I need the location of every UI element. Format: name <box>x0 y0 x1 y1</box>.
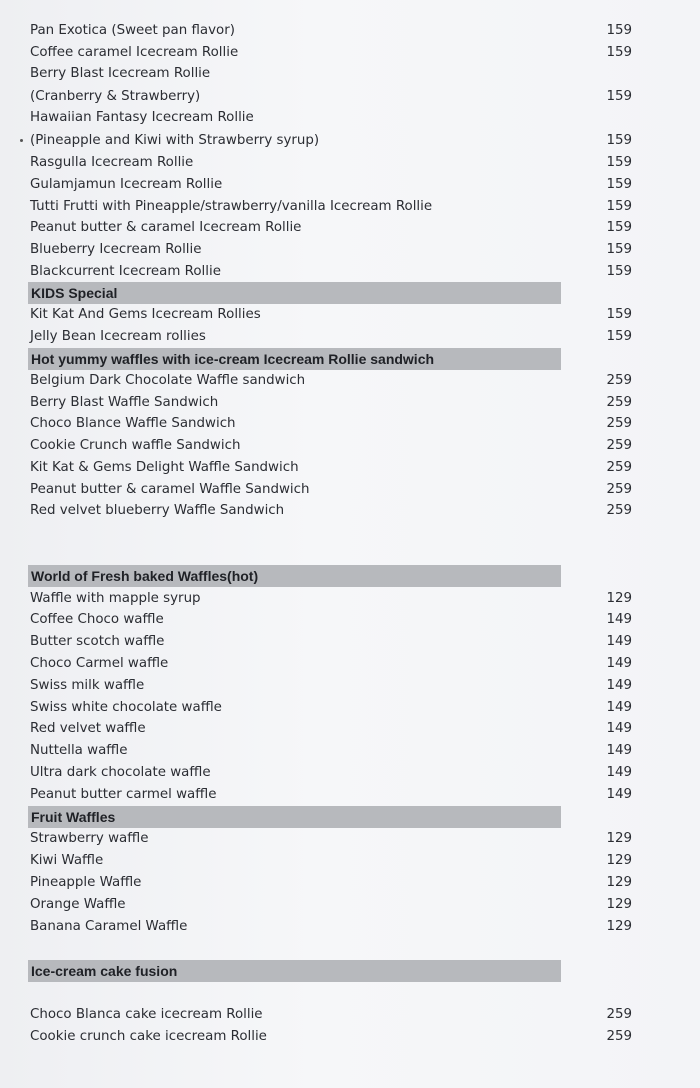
item-price: 149 <box>606 634 632 649</box>
menu-item <box>30 435 632 457</box>
menu-item <box>30 239 632 261</box>
item-price: 259 <box>606 395 632 410</box>
menu-item <box>30 872 632 894</box>
menu-item <box>30 894 632 916</box>
item-name: (Pineapple and Kiwi with Strawberry syrup) <box>30 133 320 148</box>
menu-item <box>30 261 632 283</box>
item-name: Choco Blance Waffle Sandwich <box>30 416 236 431</box>
item-name: Red velvet waffle <box>30 721 146 736</box>
menu-item <box>30 107 632 129</box>
section-header: Ice-cream cake fusion <box>28 960 561 982</box>
item-name: Pan Exotica (Sweet pan flavor) <box>30 23 235 38</box>
menu-item <box>30 130 632 152</box>
item-price: 149 <box>606 700 632 715</box>
menu-item <box>30 631 632 653</box>
section-header: Fruit Waffles <box>28 806 561 828</box>
item-name: Nuttella waffle <box>30 743 128 758</box>
item-name: Swiss white chocolate waffle <box>30 700 222 715</box>
item-price: 159 <box>606 264 632 279</box>
menu-item <box>30 588 632 610</box>
item-price: 159 <box>606 45 632 60</box>
menu-item <box>30 828 632 850</box>
item-name: Kit Kat & Gems Delight Waffle Sandwich <box>30 460 299 475</box>
item-price: 259 <box>606 503 632 518</box>
bullet-mark <box>20 139 23 142</box>
item-name: Blueberry Icecream Rollie <box>30 242 202 257</box>
item-price: 159 <box>606 220 632 235</box>
menu-item <box>30 850 632 872</box>
item-name: Red velvet blueberry Waffle Sandwich <box>30 503 285 518</box>
item-name: (Cranberry & Strawberry) <box>30 89 201 104</box>
item-name: Kit Kat And Gems Icecream Rollies <box>30 307 261 322</box>
item-price: 159 <box>606 133 632 148</box>
menu-item <box>30 370 632 392</box>
menu-item <box>30 63 632 85</box>
item-name: Cookie crunch cake icecream Rollie <box>30 1029 267 1044</box>
item-price: 129 <box>606 831 632 846</box>
item-name: Berry Blast Icecream Rollie <box>30 66 211 81</box>
item-price: 259 <box>606 373 632 388</box>
menu-item <box>30 675 632 697</box>
item-name: Hawaiian Fantasy Icecream Rollie <box>30 110 254 125</box>
item-name: Belgium Dark Chocolate Waffle sandwich <box>30 373 306 388</box>
item-price: 159 <box>606 242 632 257</box>
section-header: World of Fresh baked Waffles(hot) <box>28 565 561 587</box>
item-name: Jelly Bean Icecream rollies <box>30 329 206 344</box>
section-header: KIDS Special <box>28 282 561 304</box>
item-price: 259 <box>606 460 632 475</box>
item-price: 259 <box>606 1007 632 1022</box>
item-name: Butter scotch waffle <box>30 634 165 649</box>
item-price: 159 <box>606 155 632 170</box>
item-price: 129 <box>606 875 632 890</box>
menu-item <box>30 413 632 435</box>
item-price: 259 <box>606 1029 632 1044</box>
item-name: Choco Blanca cake icecream Rollie <box>30 1007 263 1022</box>
item-name: Choco Carmel waffle <box>30 656 169 671</box>
menu-item <box>30 304 632 326</box>
item-name: Cookie Crunch waffle Sandwich <box>30 438 241 453</box>
item-name: Coffee Choco waffle <box>30 612 164 627</box>
menu-item <box>30 457 632 479</box>
item-price: 259 <box>606 416 632 431</box>
item-name: Ultra dark chocolate waffle <box>30 765 211 780</box>
section-header: Hot yummy waffles with ice-cream Icecream Rollie sandwich <box>28 348 561 370</box>
menu-item <box>30 1026 632 1048</box>
item-name: Banana Caramel Waffle <box>30 919 188 934</box>
menu-item <box>30 697 632 719</box>
item-name: Peanut butter carmel waffle <box>30 787 217 802</box>
item-name: Tutti Frutti with Pineapple/strawberry/vanilla Icecream Rollie <box>30 199 433 214</box>
menu-item <box>30 718 632 740</box>
item-price: 149 <box>606 612 632 627</box>
menu-item <box>30 86 632 108</box>
menu-item <box>30 479 632 501</box>
menu-item <box>30 916 632 938</box>
item-name: Strawberry waffle <box>30 831 149 846</box>
item-name: Kiwi Waffle <box>30 853 104 868</box>
item-name: Berry Blast Waffle Sandwich <box>30 395 219 410</box>
item-price: 149 <box>606 678 632 693</box>
item-price: 159 <box>606 329 632 344</box>
item-price: 159 <box>606 199 632 214</box>
item-price: 159 <box>606 23 632 38</box>
menu-item <box>30 152 632 174</box>
item-price: 129 <box>606 919 632 934</box>
item-price: 129 <box>606 853 632 868</box>
menu-item <box>30 500 632 522</box>
menu-item <box>30 784 632 806</box>
item-name: Swiss milk waffle <box>30 678 145 693</box>
item-price: 259 <box>606 438 632 453</box>
menu-item <box>30 740 632 762</box>
item-price: 129 <box>606 591 632 606</box>
item-name: Gulamjamun Icecream Rollie <box>30 177 223 192</box>
menu-item <box>30 609 632 631</box>
menu-item <box>30 196 632 218</box>
item-price: 159 <box>606 177 632 192</box>
menu-item <box>30 20 632 42</box>
item-price: 129 <box>606 897 632 912</box>
item-price: 149 <box>606 787 632 802</box>
menu-item <box>30 217 632 239</box>
item-name: Waffle with mapple syrup <box>30 591 201 606</box>
menu-item <box>30 1004 632 1026</box>
item-price: 159 <box>606 89 632 104</box>
menu-item <box>30 653 632 675</box>
item-name: Peanut butter & caramel Icecream Rollie <box>30 220 302 235</box>
item-price: 159 <box>606 307 632 322</box>
menu-item <box>30 42 632 64</box>
menu-item <box>30 174 632 196</box>
item-price: 149 <box>606 765 632 780</box>
item-name: Rasgulla Icecream Rollie <box>30 155 194 170</box>
item-price: 259 <box>606 482 632 497</box>
menu-item <box>30 326 632 348</box>
item-name: Blackcurrent Icecream Rollie <box>30 264 221 279</box>
menu-item <box>30 392 632 414</box>
menu-item <box>30 762 632 784</box>
item-name: Pineapple Waffle <box>30 875 142 890</box>
item-name: Orange Waffle <box>30 897 126 912</box>
item-price: 149 <box>606 721 632 736</box>
item-price: 149 <box>606 656 632 671</box>
item-name: Coffee caramel Icecream Rollie <box>30 45 239 60</box>
item-price: 149 <box>606 743 632 758</box>
item-name: Peanut butter & caramel Waffle Sandwich <box>30 482 310 497</box>
